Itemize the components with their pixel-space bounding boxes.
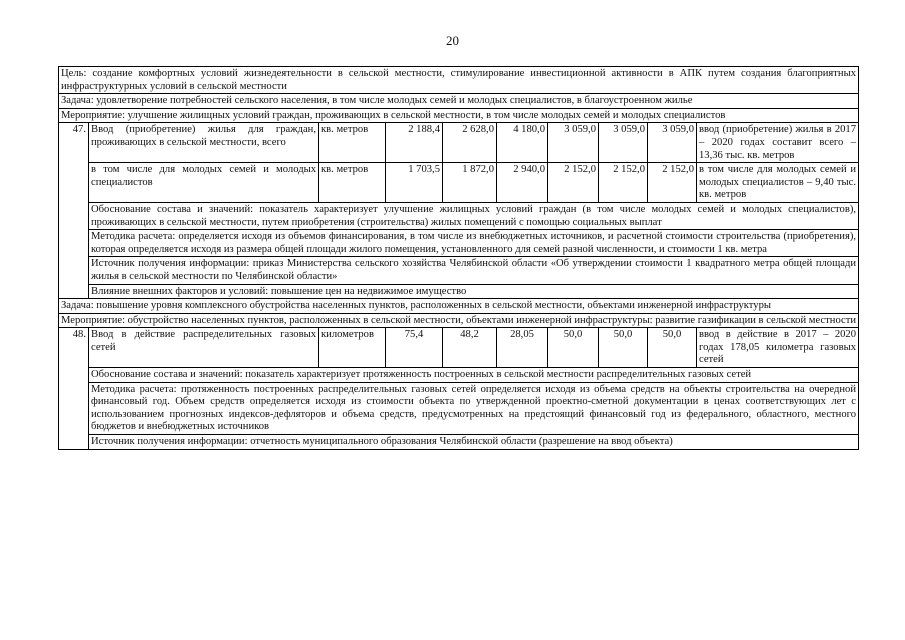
justification-row [59, 202, 859, 229]
value-cell: 1 872,0 [443, 163, 497, 203]
value-cell: 3 059,0 [648, 123, 697, 163]
justification-text: Обоснование состава и значений: показатель характеризует улучшение жилищных условий граждан (в том числе молодых семей и молодых специалистов), проживающих в сельской местности, путем приобретения (строительства) жилых помещений с помощью социальных выплат [89, 202, 859, 229]
measure-text: Мероприятие: обустройство населенных пунктов, расположенных в сельской местности, объектами инженерной инфраструктуры: развитие газификации в сельской местности [59, 313, 859, 328]
value-cell: 1 703,5 [386, 163, 443, 203]
source-text: Источник получения информации: отчетность муниципального образования Челябинской области (разрешение на ввод объекта) [89, 435, 859, 450]
task-text: Задача: повышение уровня комплексного обустройства населенных пунктов, расположенных в сельской местности, объектами инженерной инфраструктуры [59, 299, 859, 314]
goal-text: Цель: создание комфортных условий жизнедеятельности в сельской местности, стимулирование инвестиционной активности в АПК путем создания благоприятных инфраструктурных условий в сельской местности [59, 67, 859, 94]
indicator-name: в том числе для молодых семей и молодых специалистов [89, 163, 319, 203]
value-cell: 2 152,0 [548, 163, 599, 203]
page-number: 20 [446, 33, 459, 48]
task-text: Задача: удовлетворение потребностей сельского населения, в том числе молодых семей и молодых специалистов, в благоустроенном жилье [59, 94, 859, 109]
method-text: Методика расчета: протяженность построенных распределительных газовых сетей определяется исходя из объема средств на объекты строительства на очередной финансовый год. Объем средств определяется исходя из стоимости объекта по утвержденной проектно-сметной документации в ценах соответствующих лет с использованием прогнозных индексов-дефляторов и объема средств, предусмотренных на предстоящий финансовый год из федерального, областного, местного бюджетов и внебюджетных источников [89, 382, 859, 434]
value-cell: 3 059,0 [599, 123, 648, 163]
source-row [59, 435, 859, 450]
value-cell: 2 188,4 [386, 123, 443, 163]
value-cell: 28,05 [497, 328, 548, 368]
method-row [59, 382, 859, 434]
value-cell: 2 152,0 [599, 163, 648, 203]
value-cell: 3 059,0 [548, 123, 599, 163]
unit-cell: километров [319, 328, 386, 368]
indicator-row-48 [59, 328, 859, 368]
source-text: Источник получения информации: приказ Министерства сельского хозяйства Челябинской области «Об утверждении стоимости 1 квадратного метра общей площади жилья в сельской местности по Челябинской области» [89, 257, 859, 284]
value-cell: 50,0 [599, 328, 648, 368]
row-number: 48. [59, 328, 89, 449]
unit-cell: кв. метров [319, 123, 386, 163]
method-text: Методика расчета: определяется исходя из объемов финансирования, в том числе из внебюджетных источников, и расчетной стоимости строительства (приобретения), которая определяется исходя из размера общей площади жилого помещения, установленного для семей разной численности, и стоимости 1 кв. метра [89, 230, 859, 257]
value-cell: 48,2 [443, 328, 497, 368]
goal-row [59, 67, 859, 94]
justification-row [59, 368, 859, 383]
value-cell: 50,0 [648, 328, 697, 368]
source-row [59, 257, 859, 284]
value-cell: 2 940,0 [497, 163, 548, 203]
indicator-row-47 [59, 123, 859, 163]
method-row [59, 230, 859, 257]
result-cell: в том числе для молодых семей и молодых специалистов – 9,40 тыс. кв. метров [697, 163, 859, 203]
indicators-table [58, 66, 859, 450]
result-cell: ввод (приобретение) жилья в 2017 – 2020 годах составит всего – 13,36 тыс. кв. метров [697, 123, 859, 163]
influence-text: Влияние внешних факторов и условий: повышение цен на недвижимое имущество [89, 284, 859, 299]
task-row [59, 94, 859, 109]
justification-text: Обоснование состава и значений: показатель характеризует протяженность построенных в сельской местности распределительных газовых сетей [89, 368, 859, 383]
indicator-row-47-sub [59, 163, 859, 203]
indicator-name: Ввод в действие распределительных газовых сетей [89, 328, 319, 368]
measure-row [59, 313, 859, 328]
value-cell: 75,4 [386, 328, 443, 368]
task-row [59, 299, 859, 314]
result-cell: ввод в действие в 2017 – 2020 годах 178,05 километра газовых сетей [697, 328, 859, 368]
value-cell: 2 628,0 [443, 123, 497, 163]
value-cell: 2 152,0 [648, 163, 697, 203]
indicator-name: Ввод (приобретение) жилья для граждан, проживающих в сельской местности, всего [89, 123, 319, 163]
unit-cell: кв. метров [319, 163, 386, 203]
value-cell: 50,0 [548, 328, 599, 368]
row-number: 47. [59, 123, 89, 299]
value-cell: 4 180,0 [497, 123, 548, 163]
influence-row [59, 284, 859, 299]
measure-text: Мероприятие: улучшение жилищных условий граждан, проживающих в сельской местности, в том числе молодых семей и молодых специалистов [59, 108, 859, 123]
measure-row [59, 108, 859, 123]
